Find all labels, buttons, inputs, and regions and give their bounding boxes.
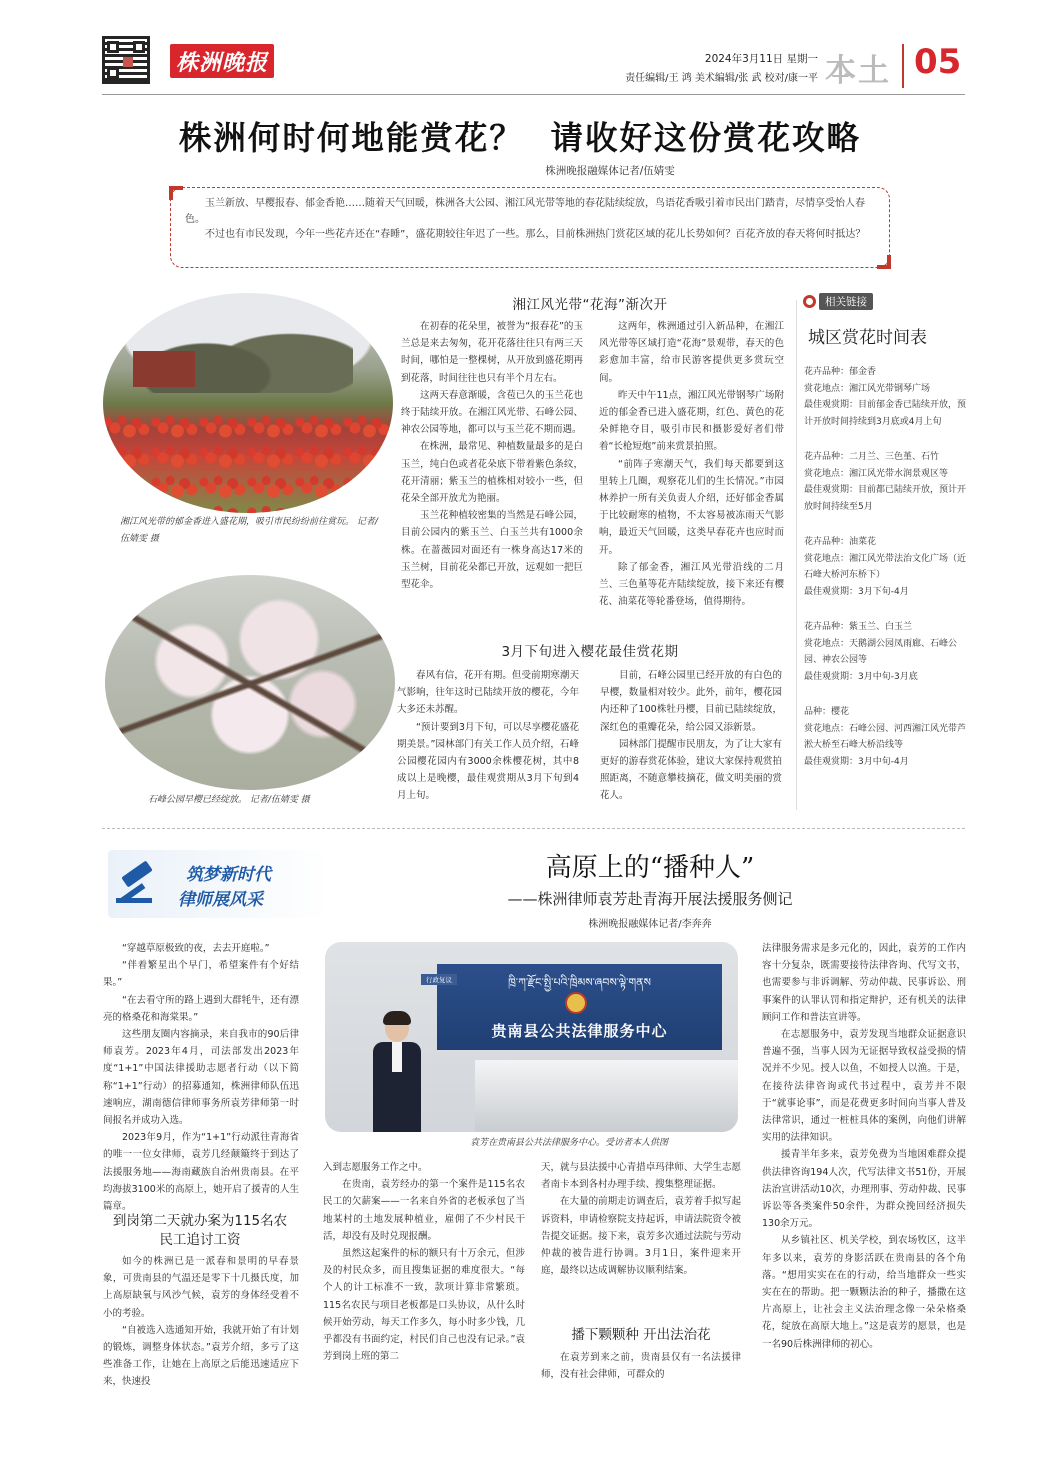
body-paragraph: “前阵子寒潮天气，我们每天都要到这里转上几圈，观察花儿们的生长情况。”市园林养护一所有关负责人介绍，还好郁金香属于比较耐寒的植物，不太容易被冻雨天气影响，最近天气回暖，这类早春花卉也应时而开。 [599, 458, 784, 556]
body-paragraph: 这两年，株洲通过引入新品种，在湘江风光带等区域打造“花海”景观带，春天的色彩愈加丰富，给市民游客提供更多赏玩空间。 [599, 321, 784, 384]
article1-byline: 株洲晚报融媒体记者/伍婧雯 [545, 165, 675, 177]
lead-corner-right [877, 255, 891, 269]
entry-line: 赏花地点：湘江风光带水润景观区等 [804, 468, 949, 479]
body-paragraph: 2023年9月，作为“1+1”行动派往青海省的唯一一位女律师，袁芳几经颠簸终于到达了法援服务地——海南藏族自治州贵南县。在平均海拔3100米的高原上，她开启了援青的人生篇章。 [103, 1132, 299, 1213]
body-paragraph: “自被选入选通知开始，我就开始了有计划的锻炼，调整身体状态。”袁芳介绍，多亏了这些准备工作，让她在上高原之后能迅速适应下来，快速投 [103, 1324, 299, 1388]
sidebar-entry [804, 619, 972, 685]
body-paragraph: 目前，石峰公园里已经开放的有白色的早樱，数量相对较少。此外，前年，樱花园内还种了100株牡丹樱，目前已陆续绽放，深红色的重瓣花朵，给公园又添新景。 [600, 670, 782, 733]
body-paragraph: 援青半年多来，袁芳免费为当地困难群众提供法律咨询194人次，代写法律文书51份，开展法治宣讲活动10次，办理刑事、劳动仲裁、民事诉讼等各类案件50余件，为群众挽回经济损失130余万元。 [762, 1149, 966, 1230]
article2-subtitle: ——株洲律师袁芳赴青海开展法援服务侧记 [507, 890, 793, 908]
lawyer-figure [367, 1014, 427, 1132]
sidebar-entry [804, 704, 972, 770]
entry-line: 赏花地点：天鹅湖公园凤雨廊、石峰公园、神农公园等 [804, 638, 958, 665]
section2-right-column [600, 667, 782, 805]
lawyer-photo [325, 942, 738, 1132]
section1-left-column [401, 318, 583, 593]
sidebar-entry [804, 449, 972, 515]
body-paragraph: 入到志愿服务工作之中。 [323, 1162, 428, 1173]
article2-col3-continued [541, 1349, 741, 1383]
tulip-photo [103, 293, 393, 513]
entry-line: 赏花地点：湘江风光带法治文化广场（近石峰大桥河东桥下） [804, 553, 967, 580]
header-editors: 责任编辑/王 鸿 美术编辑/张 武 校对/康一平 [625, 73, 818, 84]
entry-line: 花卉品种：油菜花 [804, 537, 877, 547]
article2-col2 [323, 1159, 525, 1365]
body-paragraph: 这两天春意渐暖，含苞已久的玉兰花也终于陆续开放。在湘江风光带、石峰公园、神农公园等地，都可以与玉兰花不期而遇。 [401, 389, 583, 436]
cherry-photo [105, 575, 395, 790]
entry-line: 最佳观赏期：3月中旬-3月底 [804, 671, 918, 682]
tibetan-sign: ཁྲི་ཀ་རྫོང་སྤྱི་པའི་ཁྲིམས་ཞབས་ལྟེ་གནས [508, 976, 651, 989]
article2-byline: 株洲晚报融媒体记者/李奔奔 [588, 919, 712, 930]
emblem-icon [565, 992, 587, 1014]
sidebar-divider [796, 300, 797, 810]
body-paragraph: 法律服务需求是多元化的，因此，袁芳的工作内容十分复杂，既需要接待法律咨询、代写文书，也需要参与非诉调解、劳动仲裁、民事诉讼、刑事案件的认罪认罚和指定辩护，还有机关的法律顾问工作和普法宣讲等。 [762, 943, 966, 1023]
article1-title: 株洲何时何地能赏花？ 请收好这份赏花攻略 [178, 119, 862, 157]
body-paragraph: 在株洲，最常见、种植数量最多的是白玉兰，纯白色或者花朵底下带着紫色条纹，花开清丽；紫玉兰的植株相对较小一些，但花朵全部开放尤为艳丽。 [401, 441, 583, 505]
article2-col4 [762, 940, 966, 1353]
body-paragraph: 昨天中午11点，湘江风光带钢琴广场附近的郁金香已进入盛花期，红色、黄色的花朵鲜艳夺目，吸引市民和摄影爱好者们带着“长枪短炮”前来赏景拍照。 [599, 389, 784, 453]
body-paragraph: 在袁芳到来之前，贵南县仅有一名法援律师，没有社会律师，可群众的 [541, 1352, 741, 1381]
body-paragraph: “在去看守所的路上遇到大群牦牛，还有漂亮的格桑花和海棠果。” [103, 994, 299, 1023]
entry-line: 最佳观赏期：目前郁金香已陆续开放，预计开放时间持续到3月底或4月上旬 [804, 400, 967, 427]
entry-line: 最佳观赏期：3月中旬-4月 [804, 756, 909, 767]
masthead-logo [170, 44, 274, 78]
sign-board [133, 351, 195, 387]
lead-box [170, 187, 890, 268]
body-paragraph: 如今的株洲已是一派春和景明的早春景象，可贵南县的气温还是零下十几摄氏度，加上高原缺氧与风沙气候，袁芳的身体经受着不小的考验。 [103, 1256, 299, 1319]
body-paragraph: 春风有信，花开有期。但受前期寒潮天气影响，往年这时已陆续开放的樱花，今年大多还未苏醒。 [397, 670, 579, 716]
entry-line: 最佳观赏期：3月下旬-4月 [804, 586, 909, 597]
entry-line: 最佳观赏期：目前都已陆续开放，预计开放时间持续至5月 [804, 485, 967, 512]
header-divider [902, 44, 904, 88]
lawyer-photo-caption: 袁芳在贵南县公共法律服务中心。受访者本人供图 [470, 1138, 669, 1148]
body-paragraph: 玉兰花种植较密集的当然是石峰公园，目前公园内的紫玉兰、白玉兰共有1000余株。在蔷薇园对面还有一株身高达17米的玉兰树，目前花朵都已开放，远观如一把巨型花伞。 [401, 510, 583, 591]
entry-line: 花卉品种：郁金香 [804, 367, 877, 377]
sidebar-entry [804, 364, 972, 430]
article2-title: 高原上的“播种人” [545, 853, 755, 883]
body-paragraph: 在贵南，袁芳经办的第一个案件是115名农民工的欠薪案——一名来自外省的老板承包了当地某村的土地发展种植业，雇佣了不少村民干活，却没有及时兑现报酬。 [323, 1179, 525, 1242]
body-paragraph: 虽然这起案件的标的额只有十万余元，但涉及的村民众多，而且搜集证据的难度很大。“每个人的计工标准不一致，款项计算非常繁琐。115名农民与项目老板都是口头协议，从什么时候开始劳动，每天工作多久，每小时多少钱，几乎都没有书面约定，村民们自己也没有记录。”袁芳到岗上班的第二 [323, 1248, 525, 1363]
body-paragraph: 从乡镇社区、机关学校，到农场牧区，这半年多以来，袁芳的身影活跃在贵南县的各个角落。“想用实实在在的行动，给当地群众一些实实在在的帮助。把一颗颗法治的种子，播撒在这片高原上，让社会主义法治理念像一朵朵格桑花，绽放在高原大地上。”这是袁芳的愿景，也是一名90后株洲律师的初心。 [762, 1235, 966, 1350]
body-paragraph: 在大量的前期走访调查后，袁芳着手拟写起诉资料，申请检察院支持起诉，申请法院资令被告提交证据。接下来，袁芳多次通过法院与劳动仲裁的被告进行协调。3月1日，案件迎来开庭，最终以达成调解协议顺利结案。 [541, 1196, 741, 1277]
chinese-sign: 贵南县公共法律服务中心 [491, 1022, 668, 1040]
body-paragraph: 天，就与县法援中心青措卓玛律师、大学生志愿者南卡本到各村办理手续、搜集整理证据。 [541, 1162, 741, 1191]
body-paragraph: 这些朋友圈内容摘录，来自我市的90后律师袁芳。2023年4月，司法部发出2023年度“1+1”中国法律援助志愿者行动（以下简称“1+1”行动）的招募通知，株洲律师队伍迅速响应，湖南德信律师事务所袁芳律师第一时间报名并成功入选。 [103, 1029, 299, 1127]
header-rule [102, 94, 965, 95]
body-paragraph: “穿越草原极致的夜，去去开庭啦。” [122, 943, 270, 954]
article2-col1 [103, 940, 299, 1215]
logo-text: 株洲晚报 [175, 49, 268, 76]
section1-heading: 湘江风光带“花海”渐次开 [512, 297, 668, 313]
column-line2: 律师展风采 [178, 890, 263, 910]
article2-col1-continued [103, 1253, 299, 1391]
section1-right-column [599, 318, 784, 610]
entry-line: 赏花地点：石峰公园、河西湘江风光带芦淞大桥至石峰大桥沿线等 [804, 723, 967, 750]
sign-wall [437, 964, 722, 1050]
cherry-photo-caption: 石峰公园早樱已经绽放。 记者/伍婧雯 摄 [148, 795, 310, 805]
qr-code [102, 36, 150, 84]
section-separator [102, 828, 965, 829]
entry-line: 花卉品种：紫玉兰、白玉兰 [804, 622, 913, 632]
badge-dot-icon [803, 295, 816, 308]
article2-col3 [541, 1159, 741, 1279]
col3-subheading: 播下颗颗种 开出法治花 [571, 1327, 711, 1343]
entry-line: 赏花地点：湘江风光带钢琴广场 [804, 383, 931, 394]
header-date: 2024年3月11日 星期一 [704, 53, 818, 65]
column-line1: 筑梦新时代 [186, 865, 271, 885]
page-number: 05 [914, 42, 962, 82]
lead-paragraph: 不过也有市民发现，今年一些花卉还在“春睡”，盛花期较往年迟了一些。那么，目前株洲热门赏花区域的花儿长势如何？百花齐放的春天将何时抵达？ [205, 229, 866, 240]
gavel-icon [116, 864, 160, 904]
badge-label: 相关链接 [819, 293, 873, 310]
side-sign: 行政复议 [421, 974, 457, 985]
tulip-field [103, 413, 393, 513]
section2-left-column [397, 667, 579, 805]
lead-paragraph: 玉兰新放、早樱报春、郁金香艳……随着天气回暖，株洲各大公园、湘江风光带等地的春花陆续绽放，鸟语花香吸引着市民出门踏青，尽情享受怡人春色。 [185, 198, 865, 225]
branch-lines [105, 575, 395, 790]
section2-heading: 3月下旬进入樱花最佳赏花期 [501, 644, 679, 660]
sidebar-entry [804, 534, 972, 600]
lead-corner-left [169, 186, 183, 200]
related-badge [803, 293, 873, 310]
section-name: 本土 [825, 53, 891, 89]
sidebar-title: 城区赏花时间表 [808, 328, 927, 348]
body-paragraph: 除了郁金香，湘江风光带沿线的二月兰、三色堇等花卉陆续绽放，接下来还有樱花、油菜花等轮番登场，值得期待。 [599, 561, 784, 608]
sidebar-entries [804, 364, 972, 770]
service-counter [475, 1060, 738, 1132]
entry-line: 花卉品种：二月兰、三色堇、石竹 [804, 452, 940, 462]
entry-line: 品种：樱花 [804, 707, 850, 717]
body-paragraph: “伴着繁星出个早门，希望案件有个好结果。” [103, 960, 299, 989]
column-banner [108, 850, 328, 918]
body-paragraph: 在志愿服务中，袁芳发现当地群众证据意识普遍不强，当事人因为无证据导致权益受损的情况并不少见。授人以鱼，不如授人以渔。于是，在接待法律咨询或代书过程中，袁芳并不限于“就事论事”，而是花费更多时间向当事人普及法律常识，通过一桩桩具体的案例，向他们讲解实用的法律知识。 [762, 1029, 966, 1144]
body-paragraph: “预计要到3月下旬，可以尽享樱花盛花期美景。”园林部门有关工作人员介绍，石峰公园樱花园内有3000余株樱花树，其中8成以上是晚樱，最佳观赏期从3月下旬到4月上旬。 [397, 721, 579, 802]
body-paragraph: 园林部门提醒市民朋友，为了让大家有更好的游春赏花体验，建议大家保持观赏拍照距离，不随意攀枝摘花，做文明美丽的赏花人。 [600, 738, 782, 802]
tulip-photo-caption: 湘江风光带的郁金香进入盛花期，吸引市民纷纷前往赏玩。 记者/伍婧雯 摄 [120, 517, 378, 544]
col1-subheading: 到岗第二天就办案为115名农民工追讨工资 [112, 1213, 288, 1248]
body-paragraph: 在初春的花朵里，被誉为“报春花”的玉兰总是来去匆匆，花开花落往往只有两三天时间，哪怕是一整棵树，从开放到盛花期再到花落，时间往往也只有半个月左右。 [401, 321, 583, 384]
